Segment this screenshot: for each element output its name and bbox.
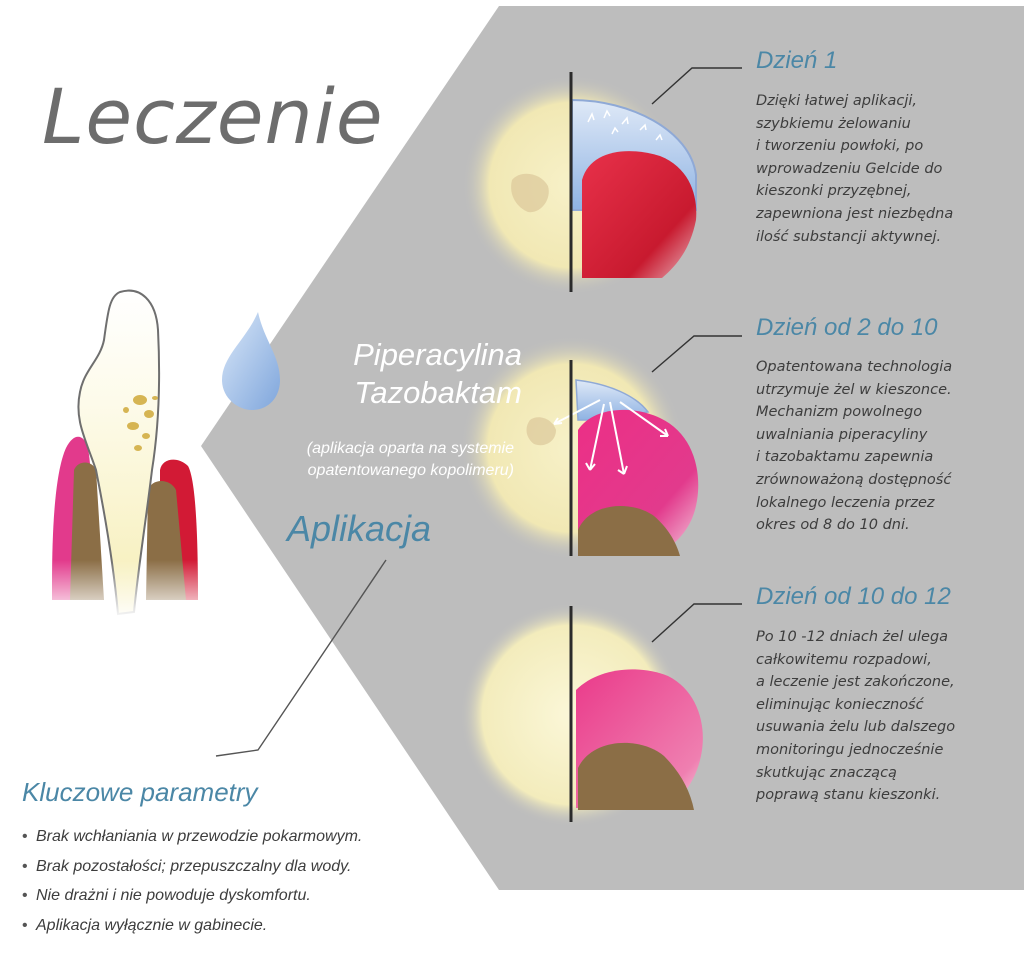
- key-params-title: Kluczowe parametry: [22, 777, 258, 807]
- drug-note-line-1: (aplikacja oparta na systemie: [306, 440, 514, 457]
- gel-droplet-icon: [222, 312, 280, 410]
- list-item: [22, 911, 362, 941]
- stage-3-line: usuwania żelu lub dalszego: [756, 719, 956, 736]
- stage-1-line: ilość substancji aktywnej.: [756, 228, 942, 245]
- list-item: [22, 881, 362, 911]
- stage-3-text: [756, 626, 986, 807]
- stage-2-line: zrównoważoną dostępność: [756, 471, 952, 488]
- stage-2-line: Opatentowana technologia: [756, 359, 953, 375]
- stage-3-line: poprawą stanu kieszonki.: [756, 787, 941, 804]
- key-params-list: [22, 822, 362, 940]
- stage-1-line: wprowadzeniu Gelcide do: [756, 160, 943, 177]
- list-item: [22, 822, 362, 852]
- tooth-illustration: [40, 291, 210, 620]
- stage-2-line: Mechanizm powolnego: [756, 404, 923, 421]
- stage-1-title: Dzień 1: [756, 47, 838, 74]
- bullet-icon: •: [22, 828, 28, 845]
- stage-2-line: i tazobaktamu zapewnia: [756, 449, 934, 466]
- stage-1-line: i tworzeniu powłoki, po: [756, 138, 924, 155]
- bullet-icon: •: [22, 887, 28, 904]
- stage-1-line: zapewniona jest niezbędna: [756, 205, 954, 222]
- bullet-icon: •: [22, 857, 28, 875]
- stage-3-line: eliminując konieczność: [756, 696, 924, 713]
- stage-2-line: okres od 8 do 10 dni.: [756, 517, 910, 534]
- stage-1-line: szybkiemu żelowaniu: [756, 115, 911, 132]
- key-param-text: Brak pozostałości; przepuszczalny dla wody.: [36, 857, 352, 875]
- stage-3-line: a leczenie jest zakończone,: [756, 674, 955, 691]
- stage-2-text: [756, 356, 986, 537]
- list-item: [22, 852, 362, 882]
- key-param-text: Brak wchłaniania w przewodzie pokarmowym.: [36, 828, 363, 845]
- stage-1-line: Dzięki łatwej aplikacji,: [756, 93, 917, 109]
- stage-2-line: lokalnego leczenia przez: [756, 494, 935, 511]
- drug-note: [238, 438, 514, 482]
- stage-2-line: utrzymuje żel w kieszonce.: [756, 381, 952, 398]
- drug-name-line-2: Tazobaktam: [354, 375, 522, 410]
- stage-3-title: Dzień od 10 do 12: [756, 583, 951, 610]
- stage-1-line: kieszonki przyzębnej,: [756, 183, 912, 200]
- key-param-text: Nie drażni i nie powoduje dyskomfortu.: [36, 887, 311, 904]
- key-param-text: Aplikacja wyłącznie w gabinecie.: [36, 916, 268, 934]
- page-title: Leczenie: [42, 72, 384, 161]
- bullet-icon: •: [22, 916, 28, 934]
- stage-2-title: Dzień od 2 do 10: [756, 314, 938, 341]
- stage-3-line: monitoringu jednocześnie: [756, 741, 944, 758]
- stage-3-line: całkowitemu rozpadowi,: [756, 651, 932, 668]
- drug-note-line-2: opatentowanego kopolimeru): [307, 462, 514, 479]
- stage-3-line: skutkując znaczącą: [756, 764, 897, 781]
- drug-name-line-1: Piperacylina: [353, 337, 522, 372]
- stage-2-line: uwalniania piperacyliny: [756, 426, 928, 443]
- drug-name: [300, 336, 522, 412]
- stage-1-text: [756, 90, 986, 248]
- application-label: Aplikacja: [287, 508, 432, 549]
- stage-3-line: Po 10 -12 dniach żel ulega: [756, 629, 949, 645]
